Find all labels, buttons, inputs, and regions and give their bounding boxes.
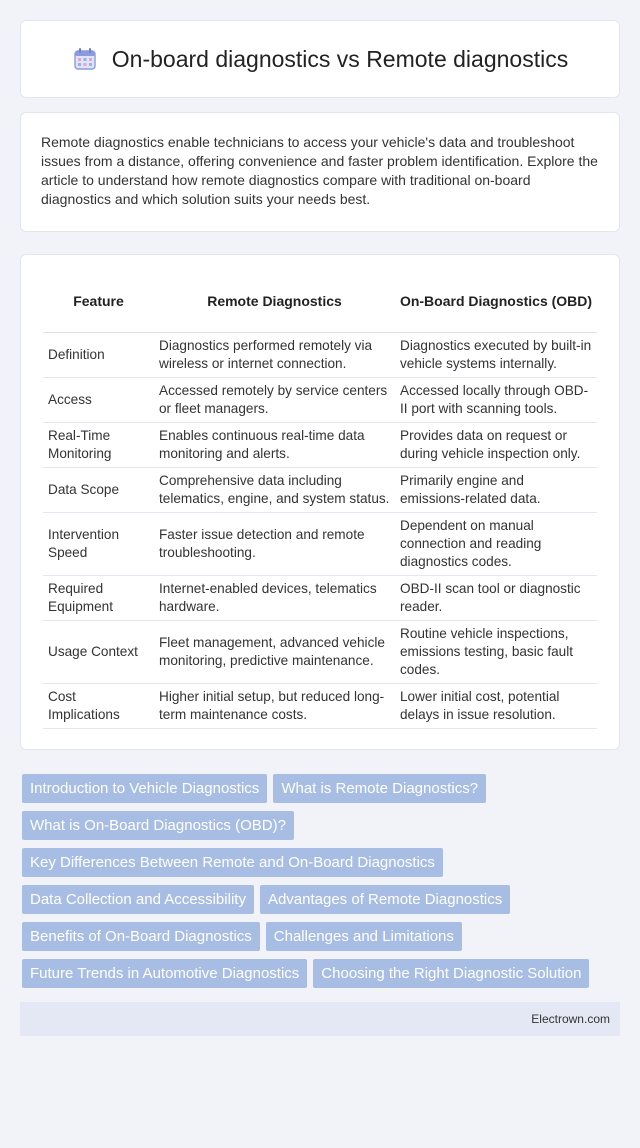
cell-obd: OBD-II scan tool or diagnostic reader. <box>395 575 597 620</box>
table-row <box>43 512 597 575</box>
table-header-row <box>43 270 597 332</box>
cell-feature: Intervention Speed <box>43 512 154 575</box>
cell-obd: Lower initial cost, potential delays in issue resolution. <box>395 683 597 728</box>
footer-brand: Electrown.com <box>531 1011 610 1026</box>
cell-remote: Internet-enabled devices, telematics hardware. <box>154 575 395 620</box>
cell-feature: Usage Context <box>43 620 154 683</box>
table-row <box>43 332 597 377</box>
table-row <box>43 467 597 512</box>
table-row <box>43 620 597 683</box>
comparison-table-card <box>20 254 620 750</box>
cell-remote: Enables continuous real-time data monitoring and alerts. <box>154 422 395 467</box>
cell-remote: Diagnostics performed remotely via wireless or internet connection. <box>154 332 395 377</box>
table-row <box>43 422 597 467</box>
cell-remote: Higher initial setup, but reduced long-term maintenance costs. <box>154 683 395 728</box>
table-row <box>43 683 597 728</box>
link-data-collection[interactable]: Data Collection and Accessibility <box>22 885 254 914</box>
header-remote: Remote Diagnostics <box>154 270 395 332</box>
cell-feature: Cost Implications <box>43 683 154 728</box>
cell-remote: Accessed remotely by service centers or fleet managers. <box>154 377 395 422</box>
cell-feature: Real-Time Monitoring <box>43 422 154 467</box>
intro-card <box>20 112 620 232</box>
page-title: On-board diagnostics vs Remote diagnostics <box>111 45 569 72</box>
cell-obd: Diagnostics executed by built-in vehicle systems internally. <box>395 332 597 377</box>
footer <box>20 1002 620 1036</box>
cell-feature: Data Scope <box>43 467 154 512</box>
cell-obd: Provides data on request or during vehicle inspection only. <box>395 422 597 467</box>
link-what-is-remote[interactable]: What is Remote Diagnostics? <box>273 774 486 803</box>
cell-obd: Dependent on manual connection and reading diagnostics codes. <box>395 512 597 575</box>
title-card <box>20 20 620 98</box>
link-choosing-solution[interactable]: Choosing the Right Diagnostic Solution <box>313 959 589 988</box>
link-advantages-remote[interactable]: Advantages of Remote Diagnostics <box>260 885 510 914</box>
cell-remote: Comprehensive data including telematics, engine, and system status. <box>154 467 395 512</box>
header-obd: On-Board Diagnostics (OBD) <box>395 270 597 332</box>
cell-obd: Accessed locally through OBD-II port with scanning tools. <box>395 377 597 422</box>
cell-feature: Definition <box>43 332 154 377</box>
link-key-differences[interactable]: Key Differences Between Remote and On-Board Diagnostics <box>22 848 443 877</box>
intro-text: Remote diagnostics enable technicians to access your vehicle's data and troubleshoot issues from a distance, offering convenience and faster problem identification. Explore the article to understand how remote diagnostics compare with traditional on-board diagnostics and which solution suits your needs best. <box>41 134 598 207</box>
cell-feature: Access <box>43 377 154 422</box>
table-row <box>43 575 597 620</box>
cell-obd: Routine vehicle inspections, emissions testing, basic fault codes. <box>395 620 597 683</box>
link-introduction[interactable]: Introduction to Vehicle Diagnostics <box>22 774 267 803</box>
link-future-trends[interactable]: Future Trends in Automotive Diagnostics <box>22 959 307 988</box>
cell-remote: Faster issue detection and remote troubleshooting. <box>154 512 395 575</box>
topic-links <box>20 774 620 988</box>
link-what-is-obd[interactable]: What is On-Board Diagnostics (OBD)? <box>22 811 294 840</box>
calendar-grid-icon <box>72 46 98 72</box>
table-row <box>43 377 597 422</box>
cell-feature: Required Equipment <box>43 575 154 620</box>
link-challenges[interactable]: Challenges and Limitations <box>266 922 462 951</box>
cell-remote: Fleet management, advanced vehicle monitoring, predictive maintenance. <box>154 620 395 683</box>
comparison-table <box>43 270 597 729</box>
cell-obd: Primarily engine and emissions-related data. <box>395 467 597 512</box>
header-feature: Feature <box>43 270 154 332</box>
link-benefits-obd[interactable]: Benefits of On-Board Diagnostics <box>22 922 260 951</box>
